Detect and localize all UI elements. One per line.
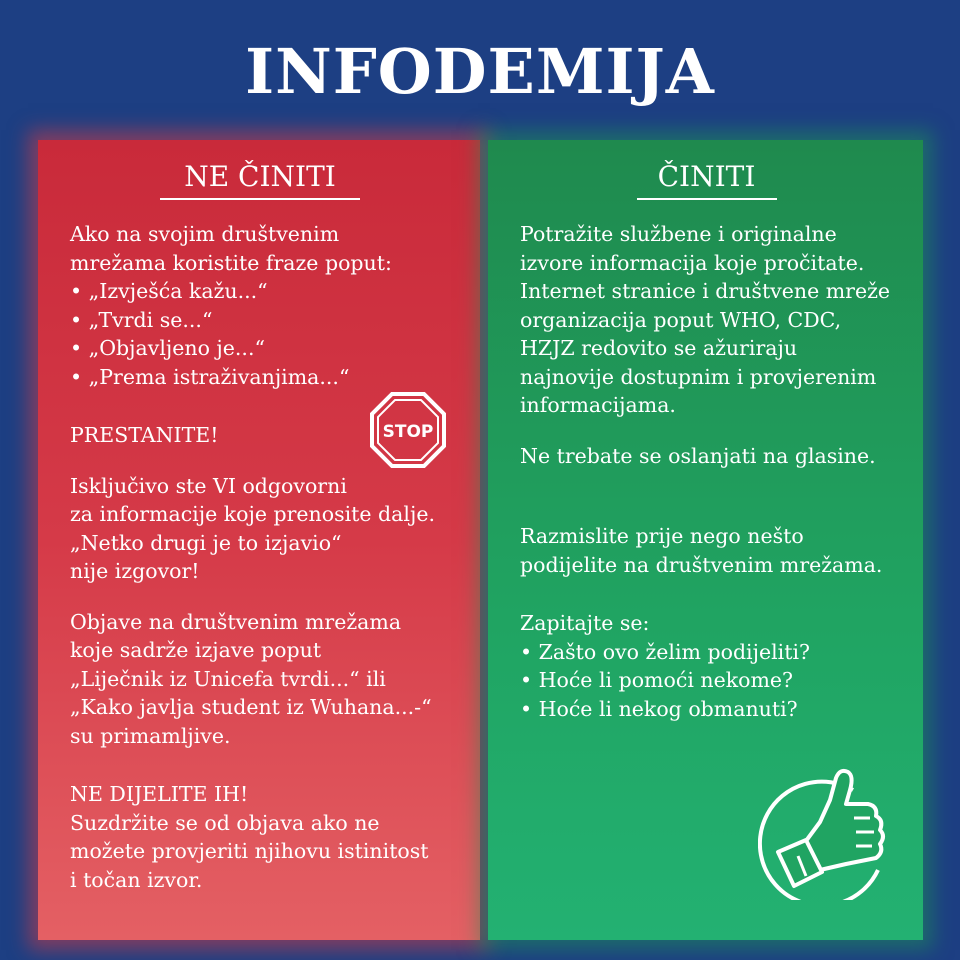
spacer: [70, 586, 450, 608]
think-before-sharing-text: [520, 522, 893, 579]
text-line: „Netko drugi je to izjavio“: [70, 530, 342, 555]
text-line: informacijama.: [520, 393, 676, 417]
text-line: podijelite na društvenim mrežama.: [520, 552, 883, 577]
text-line: organizacija poput WHO, CDC,: [520, 307, 842, 332]
dont-intro: [70, 220, 450, 277]
text-line: Razmislite prije nego nešto: [520, 524, 804, 548]
text-line: nije izgovor!: [70, 559, 200, 583]
do-heading: ČINITI: [637, 160, 777, 200]
warning-dont-share: NE DIJELITE IH!: [70, 782, 249, 806]
official-sources-text: [520, 220, 893, 420]
question-list: [520, 638, 893, 724]
refrain-text: [70, 809, 450, 895]
list-item: • Zašto ovo želim podijeliti?: [520, 638, 893, 667]
text-line: HZJZ redovito se ažuriraju: [520, 336, 798, 360]
page-title: INFODEMIJA: [245, 35, 715, 108]
dont-heading: NE ČINITI: [160, 160, 360, 200]
text-line: koje sadrže izjave poput: [70, 638, 322, 662]
stop-sign-icon: [368, 390, 448, 470]
stop-sign-label: STOP: [382, 422, 434, 442]
text-line: Objave na društvenim mrežama: [70, 609, 402, 634]
list-item: • „Tvrdi se...“: [70, 306, 450, 335]
text-line: Isključivo ste VI odgovorni: [70, 473, 347, 498]
spacer: [70, 750, 450, 780]
list-item: • „Prema istraživanjima...“: [70, 363, 450, 392]
ask-yourself-label: Zapitajte se:: [520, 611, 650, 635]
spacer: [520, 470, 893, 522]
dont-panel: [38, 140, 480, 940]
responsibility-text: [70, 472, 450, 586]
list-item: • Hoće li pomoći nekome?: [520, 666, 893, 695]
dont-phrase-list: [70, 277, 450, 391]
spacer: [520, 420, 893, 442]
dont-intro-line: Ako na svojim društvenim: [70, 222, 340, 246]
dont-intro-line: mrežama koristite fraze poput:: [70, 250, 392, 275]
list-item: • Hoće li nekog obmanuti?: [520, 695, 893, 724]
list-item: • „Objavljeno je...“: [70, 334, 450, 363]
list-item: • „Izvješća kažu...“: [70, 277, 450, 306]
text-line: izvore informacija koje pročitate.: [520, 250, 865, 275]
text-line: „Liječnik iz Unicefa tvrdi...“ ili: [70, 666, 386, 691]
spacer: [520, 579, 893, 609]
text-line: su primamljive.: [70, 723, 231, 748]
tempting-posts-text: [70, 608, 450, 751]
text-line: Internet stranice i društvene mreže: [520, 279, 891, 303]
warning-stop: PRESTANITE!: [70, 423, 219, 447]
rumors-text: Ne trebate se oslanjati na glasine.: [520, 443, 876, 468]
text-line: najnovije dostupnim i provjerenim: [520, 364, 877, 389]
text-line: Suzdržite se od objava ako ne: [70, 810, 380, 835]
text-line: možete provjeriti njihovu istinitost: [70, 839, 429, 863]
text-line: Potražite službene i originalne: [520, 222, 837, 246]
do-panel: [488, 140, 923, 940]
text-line: i točan izvor.: [70, 867, 203, 892]
text-line: za informacije koje prenosite dalje.: [70, 502, 435, 526]
thumbs-up-icon: [758, 760, 908, 900]
text-line: „Kako javlja student iz Wuhana...-“: [70, 695, 432, 719]
